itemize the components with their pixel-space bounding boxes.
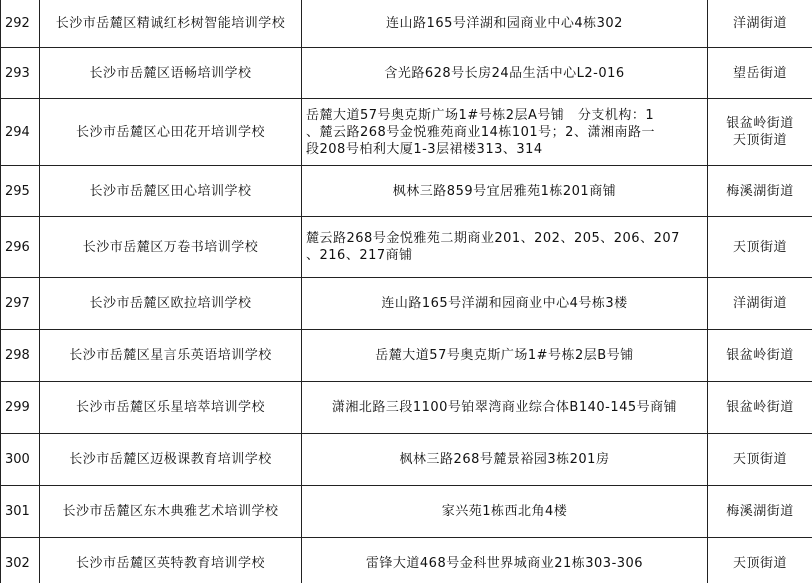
- street-office: 望岳街道: [708, 48, 812, 99]
- row-number: 299: [1, 382, 40, 434]
- table-row: [1, 99, 812, 166]
- address-line: 连山路165号洋湖和园商业中心4号栋3楼: [381, 296, 628, 311]
- school-name: 长沙市岳麓区星言乐英语培训学校: [40, 330, 302, 382]
- row-number: 295: [1, 166, 40, 217]
- table-row: [1, 48, 812, 99]
- address-line: 、麓云路268号金悦雅苑商业14栋101号；2、潇湘南路一: [306, 124, 655, 140]
- school-name: 长沙市岳麓区精诚红杉树智能培训学校: [40, 0, 302, 48]
- table-row: [1, 538, 812, 583]
- address-line: 岳麓大道57号奥克斯广场1#号栋2层A号铺 分支机构：1: [306, 107, 655, 123]
- street-office: 银盆岭街道: [708, 330, 812, 382]
- school-address: [302, 486, 708, 538]
- school-name: 长沙市岳麓区欧拉培训学校: [40, 278, 302, 330]
- school-name: 长沙市岳麓区田心培训学校: [40, 166, 302, 217]
- school-address: [302, 48, 708, 99]
- table-row: [1, 434, 812, 486]
- row-number: 292: [1, 0, 40, 48]
- school-address: [302, 99, 708, 166]
- row-number: 294: [1, 99, 40, 166]
- street-office: 洋湖街道: [708, 0, 812, 48]
- table-row: [1, 0, 812, 48]
- school-address: [302, 538, 708, 583]
- school-name: 长沙市岳麓区语畅培训学校: [40, 48, 302, 99]
- address-line: 段208号柏利大厦1-3层裙楼313、314: [306, 141, 543, 157]
- table-row: [1, 166, 812, 217]
- table-body: [1, 0, 812, 583]
- address-line: 含光路628号长房24品生活中心L2-016: [384, 65, 625, 81]
- row-number: 300: [1, 434, 40, 486]
- address-line: 岳麓大道57号奥克斯广场1#号栋2层B号铺: [375, 348, 634, 363]
- street-office: 天顶街道: [708, 538, 812, 583]
- school-name: 长沙市岳麓区东木典雅艺术培训学校: [40, 486, 302, 538]
- school-address: [302, 434, 708, 486]
- row-number: 296: [1, 217, 40, 278]
- street-office: 天顶街道: [708, 434, 812, 486]
- street-office: 天顶街道: [708, 217, 812, 278]
- school-address: [302, 217, 708, 278]
- table-row: [1, 382, 812, 434]
- school-name: 长沙市岳麓区万卷书培训学校: [40, 217, 302, 278]
- address-line: 家兴苑1栋西北角4楼: [441, 504, 568, 519]
- school-address: [302, 382, 708, 434]
- row-number: 302: [1, 538, 40, 583]
- row-number: 293: [1, 48, 40, 99]
- table-row: [1, 330, 812, 382]
- table-row: [1, 278, 812, 330]
- table-row: [1, 217, 812, 278]
- row-number: 298: [1, 330, 40, 382]
- school-name: 长沙市岳麓区英特教育培训学校: [40, 538, 302, 583]
- address-line: 、216、217商铺: [306, 248, 413, 263]
- address-line: 潇湘北路三段1100号铂翠湾商业综合体B140-145号商铺: [331, 400, 678, 415]
- school-name: 长沙市岳麓区乐星培萃培训学校: [40, 382, 302, 434]
- school-name: 长沙市岳麓区心田花开培训学校: [40, 99, 302, 166]
- address-line: 连山路165号洋湖和园商业中心4栋302: [386, 16, 623, 31]
- row-number: 301: [1, 486, 40, 538]
- school-address: [302, 0, 708, 48]
- street-office: 梅溪湖街道: [708, 486, 812, 538]
- school-address: [302, 278, 708, 330]
- school-address: [302, 166, 708, 217]
- address-line: 枫林三路859号宜居雅苑1栋201商铺: [392, 183, 617, 199]
- street-office: 银盆岭街道: [708, 382, 812, 434]
- school-address: [302, 330, 708, 382]
- table-row: [1, 486, 812, 538]
- street-office: 洋湖街道: [708, 278, 812, 330]
- row-number: 297: [1, 278, 40, 330]
- school-name: 长沙市岳麓区迈极课教育培训学校: [40, 434, 302, 486]
- street-office: 梅溪湖街道: [708, 166, 812, 217]
- address-line: 麓云路268号金悦雅苑二期商业201、202、205、206、207: [306, 231, 680, 246]
- address-line: 雷锋大道468号金科世界城商业21栋303-306: [365, 556, 644, 571]
- address-line: 枫林三路268号麓景裕园3栋201房: [399, 452, 610, 467]
- street-office: 银盆岭街道 天顶街道: [708, 99, 812, 166]
